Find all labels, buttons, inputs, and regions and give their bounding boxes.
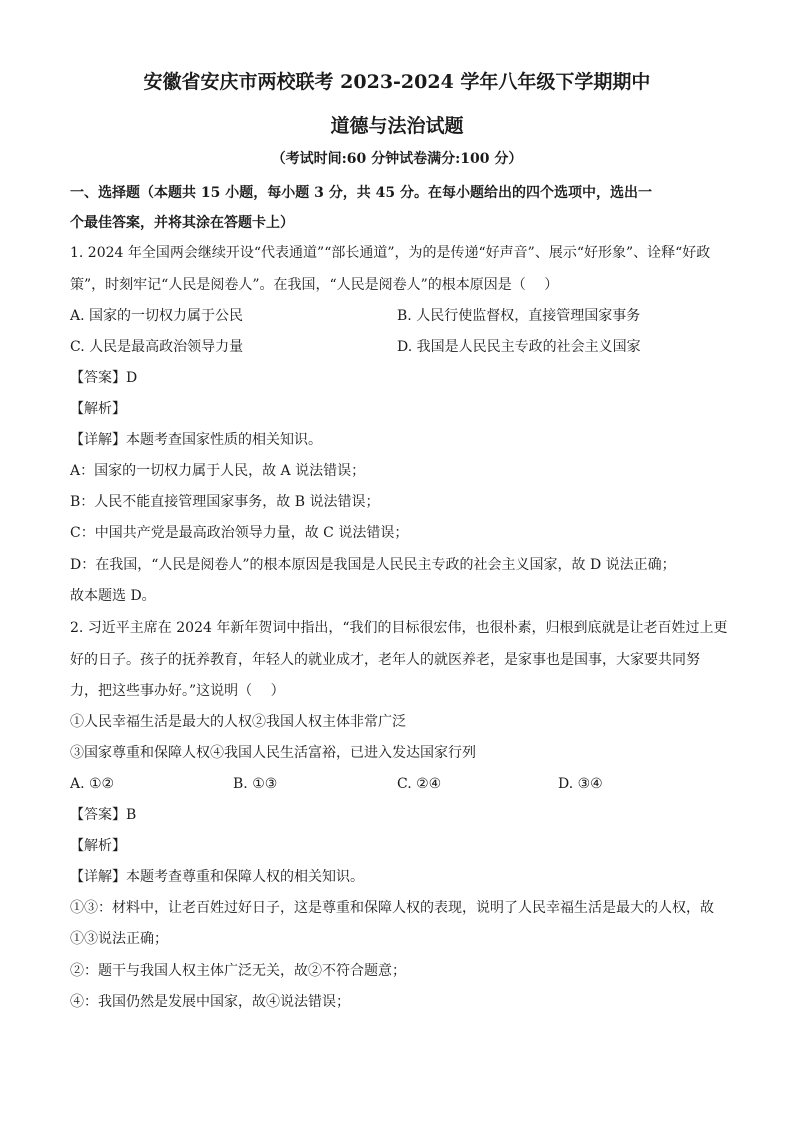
page-title-line1: 安徽省安庆市两校联考 2023-2024 学年八年级下学期期中 xyxy=(143,71,651,93)
page-title-line2: 道德与法治试题 xyxy=(330,115,464,137)
q1-option-d: D. 我国是人民民主专政的社会主义国家 xyxy=(397,339,641,355)
section-heading-line1: 一、选择题（本题共 15 小题，每小题 3 分，共 45 分。在每小题给出的四个选项中，选出一 xyxy=(70,185,652,201)
answer-value: D xyxy=(126,370,138,386)
q2-option-b: B. ①③ xyxy=(233,776,278,792)
q2-analysis-tag: 【解析】 xyxy=(70,838,126,854)
q2-statements-line2: ③国家尊重和保障人权④我国人民生活富裕，已进入发达国家行列 xyxy=(70,745,476,761)
q2-explain-13-line2: ①③说法正确； xyxy=(70,931,168,947)
q1-explain-d: D：在我国，“人民是阅卷人”的根本原因是我国是人民民主专政的社会主义国家，故 D 说法正确； xyxy=(70,557,676,573)
exam-subtitle: （考试时间:60 分钟试卷满分:100 分） xyxy=(271,151,523,167)
answer-value: B xyxy=(126,807,137,823)
q2-stem-line2: 好的日子。孩子的抚养教育，年轻人的就业成才，老年人的就医养老，是家事也是国事，大家要共同努 xyxy=(70,652,700,668)
q2-explain-4: ④：我国仍然是发展中国家，故④说法错误； xyxy=(70,994,350,1010)
q1-explain-c: C：中国共产党是最高政治领导力量，故 C 说法错误； xyxy=(70,525,409,541)
answer-tag: 【答案】 xyxy=(70,370,126,386)
q1-stem-line2: 策”，时刻牢记“人民是阅卷人”。在我国，“人民是阅卷人”的根本原因是（ ） xyxy=(70,277,559,293)
q2-statements-line1: ①人民幸福生活是最大的人权②我国人权主体非常广泛 xyxy=(70,714,406,730)
q2-option-a: A. ①② xyxy=(70,776,115,792)
q1-explain-b: B：人民不能直接管理国家事务，故 B 说法错误； xyxy=(70,494,380,510)
q1-option-b: B. 人民行使监督权，直接管理国家事务 xyxy=(397,308,641,324)
q1-answer-line xyxy=(70,369,137,387)
q1-detail-line xyxy=(70,431,322,449)
detail-tag: 【详解】 xyxy=(70,432,126,448)
detail-text: 本题考查尊重和保障人权的相关知识。 xyxy=(126,869,364,885)
q1-analysis-tag: 【解析】 xyxy=(70,401,126,417)
detail-text: 本题考查国家性质的相关知识。 xyxy=(126,432,322,448)
q1-conclusion: 故本题选 D。 xyxy=(70,588,156,604)
q2-explain-13-line1: ①③：材料中，让老百姓过好日子，这是尊重和保障人权的表现，说明了人民幸福生活是最大的人权，故 xyxy=(70,900,714,916)
q2-answer-line xyxy=(70,806,136,824)
q1-stem-line1: 1. 2024 年全国两会继续开设“代表通道”“部长通道”，为的是传递“好声音”、展示“好形象”、诠释“好政 xyxy=(70,245,711,261)
section-heading-line2: 个最佳答案，并将其涂在答题卡上） xyxy=(70,215,294,231)
q2-option-d: D. ③④ xyxy=(558,776,603,792)
q2-detail-line xyxy=(70,868,364,886)
q1-option-c: C. 人民是最高政治领导力量 xyxy=(70,339,244,355)
q2-stem-line1: 2. 习近平主席在 2024 年新年贺词中指出，“我们的目标很宏伟，也很朴素，归根到底就是让老百姓过上更 xyxy=(70,620,728,636)
q2-stem-line3: 力，把这些事办好。”这说明（ ） xyxy=(70,683,285,699)
q1-option-a: A. 国家的一切权力属于公民 xyxy=(70,308,244,324)
detail-tag: 【详解】 xyxy=(70,869,126,885)
q2-explain-2: ②：题干与我国人权主体广泛无关，故②不符合题意； xyxy=(70,963,406,979)
q2-option-c: C. ②④ xyxy=(397,776,442,792)
q1-explain-a: A：国家的一切权力属于人民，故 A 说法错误； xyxy=(70,463,366,479)
answer-tag: 【答案】 xyxy=(70,807,126,823)
